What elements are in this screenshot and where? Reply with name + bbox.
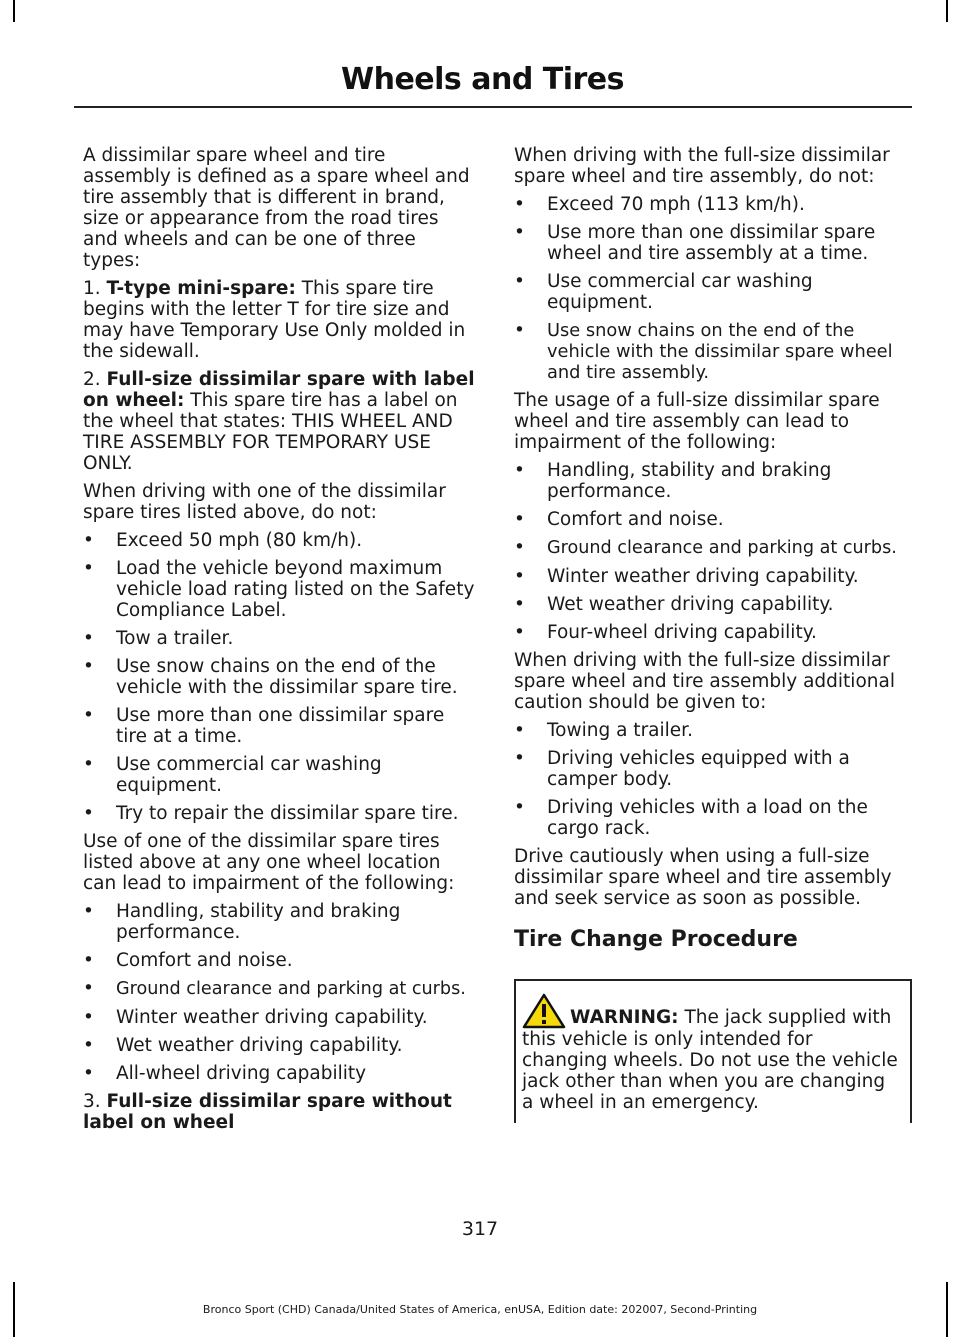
list-item: • Exceed 70 mph (113 km/h). xyxy=(514,194,805,215)
list-item: • Ground clearance and parking at curbs. xyxy=(514,537,897,558)
warning-box xyxy=(514,979,912,1123)
header-rule xyxy=(74,106,912,108)
type-3-paragraph xyxy=(83,1091,478,1133)
bullet: • xyxy=(514,797,525,818)
warning-label: WARNING: xyxy=(570,1007,679,1028)
left-column xyxy=(83,145,478,1140)
right-caution-list xyxy=(514,720,909,839)
bullet: • xyxy=(83,950,94,971)
list-item: • Load the vehicle beyond maximum vehicle load rating listed on the Safety Compliance Label. xyxy=(83,558,475,621)
drive-cautiously-paragraph: Drive cautiously when using a full-size dissimilar spare wheel and tire assembly and seek service as soon as possible. xyxy=(514,846,892,909)
type-2-text: This spare tire has a label on the wheel that states: THIS WHEEL AND TIRE ASSEMBLY FOR TEMPORARY USE ONLY. xyxy=(83,390,458,474)
list-item: • Wet weather driving capability. xyxy=(514,594,834,615)
type-1-label: T-type mini-spare: xyxy=(106,278,296,299)
list-item: • Comfort and noise. xyxy=(514,509,724,530)
right-donot-list xyxy=(514,194,909,383)
right-column xyxy=(514,145,909,1123)
bullet: • xyxy=(83,978,94,999)
list-item: • Four-wheel driving capability. xyxy=(514,622,817,643)
list-item: • Wet weather driving capability. xyxy=(83,1035,403,1056)
page-number: 317 xyxy=(461,1218,499,1240)
left-impairment-list xyxy=(83,901,478,1084)
bullet: • xyxy=(83,1063,94,1084)
bullet: • xyxy=(83,1035,94,1056)
bullet: • xyxy=(514,460,525,481)
crop-mark-top-left xyxy=(13,0,15,22)
warning-triangle-icon xyxy=(522,993,566,1029)
usage-paragraph: The usage of a full-size dissimilar spare wheel and tire assembly can lead to impairment of the following: xyxy=(514,390,880,453)
list-item: • Tow a trailer. xyxy=(83,628,234,649)
type-3-number: 3. xyxy=(83,1091,101,1112)
bullet: • xyxy=(514,537,525,558)
warning-text: The jack supplied with this vehicle is only intended for changing wheels. Do not use the vehicle jack other than when you are changing a wheel in an emergency. xyxy=(522,1007,898,1113)
bullet: • xyxy=(83,656,94,677)
bullet: • xyxy=(83,705,94,726)
list-item: • Ground clearance and parking at curbs. xyxy=(83,978,466,999)
bullet: • xyxy=(514,622,525,643)
left-donot-list xyxy=(83,530,478,824)
list-item: • Winter weather driving capability. xyxy=(83,1007,428,1028)
bullet: • xyxy=(83,1007,94,1028)
bullet: • xyxy=(514,194,525,215)
bullet: • xyxy=(83,754,94,775)
type-1-number: 1. xyxy=(83,278,101,299)
bullet: • xyxy=(514,320,525,341)
list-item: • Winter weather driving capability. xyxy=(514,566,859,587)
list-item: • Driving vehicles equipped with a camper body. xyxy=(514,748,850,790)
type-1-paragraph xyxy=(83,278,478,362)
bullet: • xyxy=(514,509,525,530)
list-item: • Towing a trailer. xyxy=(514,720,693,741)
list-item: • Use commercial car washing equipment. xyxy=(514,271,813,313)
list-item: • Handling, stability and braking performance. xyxy=(514,460,832,502)
list-item: • Use more than one dissimilar spare tire at a time. xyxy=(83,705,445,747)
section-heading: Tire Change Procedure xyxy=(514,927,798,952)
type-1-text: This spare tire begins with the letter T for tire size and may have Temporary Use Only molded in the sidewall. xyxy=(83,278,466,362)
list-item: • Exceed 50 mph (80 km/h). xyxy=(83,530,363,551)
page-title: Wheels and Tires xyxy=(341,62,624,97)
type-3-label: Full-size dissimilar spare without label on wheel xyxy=(83,1091,452,1133)
bullet: • xyxy=(514,566,525,587)
when-driving-paragraph: When driving with one of the dissimilar spare tires listed above, do not: xyxy=(83,481,446,523)
bullet: • xyxy=(83,530,94,551)
bullet: • xyxy=(514,720,525,741)
when-full-paragraph: When driving with the full-size dissimilar spare wheel and tire assembly, do not: xyxy=(514,145,890,187)
list-item: • Use snow chains on the end of the vehicle with the dissimilar spare wheel and tire assembly. xyxy=(514,320,893,383)
list-item: • Try to repair the dissimilar spare tire. xyxy=(83,803,459,824)
list-item: • All-wheel driving capability xyxy=(83,1063,367,1084)
use-of-paragraph: Use of one of the dissimilar spare tires listed above at any one wheel location can lead to impairment of the following: xyxy=(83,831,455,894)
type-2-number: 2. xyxy=(83,369,101,390)
right-impairment-list xyxy=(514,460,909,643)
type-2-paragraph xyxy=(83,369,478,474)
bullet: • xyxy=(514,594,525,615)
caution-paragraph: When driving with the full-size dissimilar spare wheel and tire assembly additional caution should be given to: xyxy=(514,650,895,713)
bullet: • xyxy=(83,558,94,579)
list-item: • Comfort and noise. xyxy=(83,950,293,971)
bullet: • xyxy=(514,748,525,769)
bullet: • xyxy=(514,222,525,243)
list-item: • Use snow chains on the end of the vehicle with the dissimilar spare tire. xyxy=(83,656,458,698)
list-item: • Use commercial car washing equipment. xyxy=(83,754,382,796)
list-item: • Handling, stability and braking performance. xyxy=(83,901,401,943)
edition-footer: Bronco Sport (CHD) Canada/United States of America, enUSA, Edition date: 202007, Second-Printing xyxy=(202,1303,758,1316)
bullet: • xyxy=(514,271,525,292)
intro-paragraph: A dissimilar spare wheel and tire assembly is defined as a spare wheel and tire assembly that is different in brand, size or appearance from the road tires and wheels and can be one of three types: xyxy=(83,145,470,271)
bullet: • xyxy=(83,901,94,922)
type-2-label: Full-size dissimilar spare with label on wheel: xyxy=(83,369,475,411)
bullet: • xyxy=(83,803,94,824)
bullet: • xyxy=(83,628,94,649)
crop-mark-top-right xyxy=(946,0,948,22)
list-item: • Driving vehicles with a load on the cargo rack. xyxy=(514,797,868,839)
list-item: • Use more than one dissimilar spare wheel and tire assembly at a time. xyxy=(514,222,876,264)
